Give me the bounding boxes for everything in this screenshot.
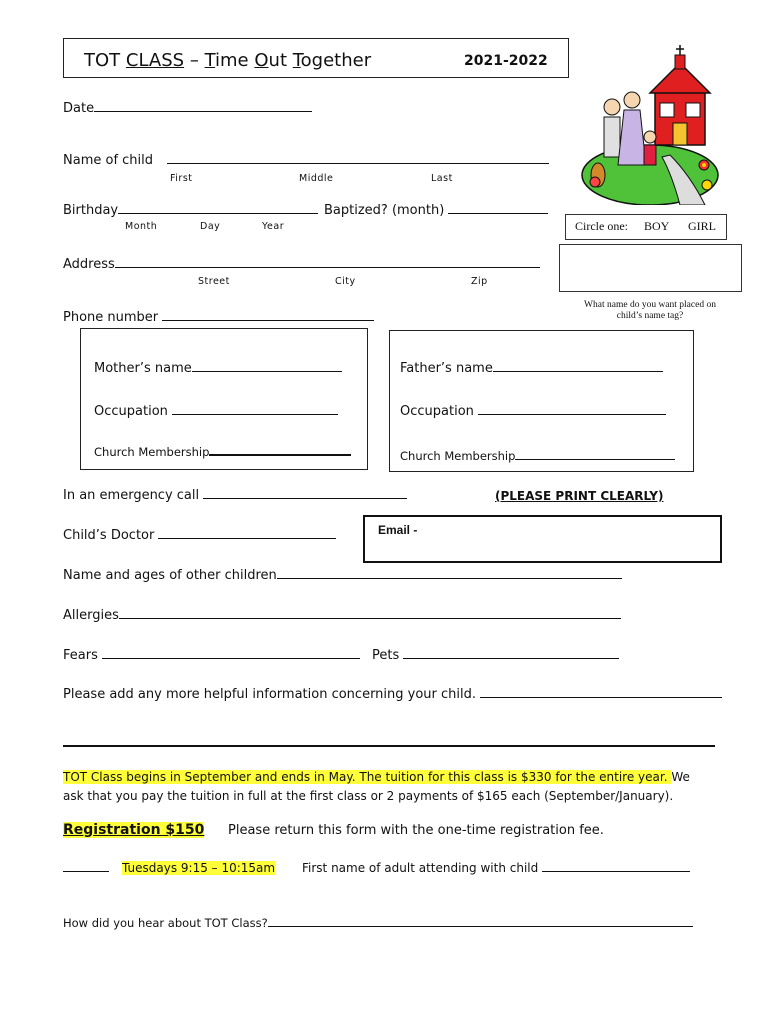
allergies-field[interactable]: Allergies — [63, 608, 621, 623]
father-name-field[interactable]: Father’s name — [400, 361, 663, 376]
mother-occupation-field[interactable]: Occupation — [94, 404, 338, 419]
title-box — [63, 38, 569, 78]
doctor-field[interactable]: Child’s Doctor — [63, 528, 336, 543]
addr-city-sublabel: City — [335, 276, 356, 287]
pets-field[interactable]: Pets — [372, 648, 619, 663]
registration-note: Please return this form with the one-time registration fee. — [228, 823, 604, 838]
circle-one-label: Circle one: — [575, 219, 628, 233]
email-label: Email - — [378, 523, 418, 537]
address-field[interactable]: Address — [63, 257, 540, 272]
child-last-sublabel: Last — [431, 173, 453, 184]
father-info-box — [389, 330, 694, 472]
registration-fee-label: Registration $150 — [63, 822, 205, 838]
other-children-field[interactable]: Name and ages of other children — [63, 568, 622, 583]
schoolhouse-family-illustration — [580, 45, 720, 205]
girl-option[interactable]: GIRL — [688, 219, 716, 233]
boy-option[interactable]: BOY — [644, 219, 670, 233]
date-field[interactable]: Date — [63, 101, 312, 116]
phone-field[interactable]: Phone number — [63, 310, 374, 325]
more-info-field[interactable]: Please add any more helpful information concerning your child. — [63, 687, 722, 702]
father-church-field[interactable]: Church Membership — [400, 449, 675, 463]
bday-month-sublabel: Month — [125, 221, 158, 232]
father-occupation-field[interactable]: Occupation — [400, 404, 666, 419]
mother-name-field[interactable]: Mother’s name — [94, 361, 342, 376]
child-middle-sublabel: Middle — [299, 173, 334, 184]
emergency-contact-field[interactable]: In an emergency call — [63, 488, 407, 503]
page-title: TOT CLASS – Time Out Together — [84, 50, 372, 71]
gender-selection-box — [565, 214, 727, 240]
baptized-field[interactable]: Baptized? (month) — [324, 203, 548, 218]
bday-year-sublabel: Year — [262, 221, 285, 232]
email-input-box[interactable] — [363, 515, 722, 563]
fears-field[interactable]: Fears — [63, 648, 360, 663]
name-tag-question: What name do you want placed on child’s name tag? — [584, 300, 716, 321]
mother-info-box — [80, 328, 368, 470]
child-name-field[interactable]: Name of child — [63, 153, 549, 168]
section-divider — [63, 745, 715, 747]
bday-day-sublabel: Day — [200, 221, 221, 232]
adult-attending-field[interactable]: First name of adult attending with child — [302, 861, 690, 875]
name-tag-input-box[interactable] — [559, 244, 742, 292]
birthday-field[interactable]: Birthday — [63, 203, 318, 218]
how-heard-field[interactable]: How did you hear about TOT Class? — [63, 916, 693, 930]
child-first-sublabel: First — [170, 173, 193, 184]
addr-street-sublabel: Street — [198, 276, 230, 287]
addr-zip-sublabel: Zip — [471, 276, 488, 287]
mother-church-field[interactable]: Church Membership — [94, 445, 351, 459]
tuesday-checkbox-line[interactable] — [63, 861, 109, 875]
tuition-highlight: TOT Class begins in September and ends in May. The tuition for this class is $330 for the entire year. — [63, 770, 672, 784]
tuition-info: TOT Class begins in September and ends in May. The tuition for this class is $330 for the entire year. We ask that you pay the tuition in full at the first class or 2 payments of $165 each (September/January). — [63, 770, 690, 803]
tuesday-session-label: Tuesdays 9:15 – 10:15am — [122, 861, 276, 875]
print-clearly-note: (PLEASE PRINT CLEARLY) — [495, 489, 664, 503]
school-year: 2021-2022 — [464, 53, 548, 69]
